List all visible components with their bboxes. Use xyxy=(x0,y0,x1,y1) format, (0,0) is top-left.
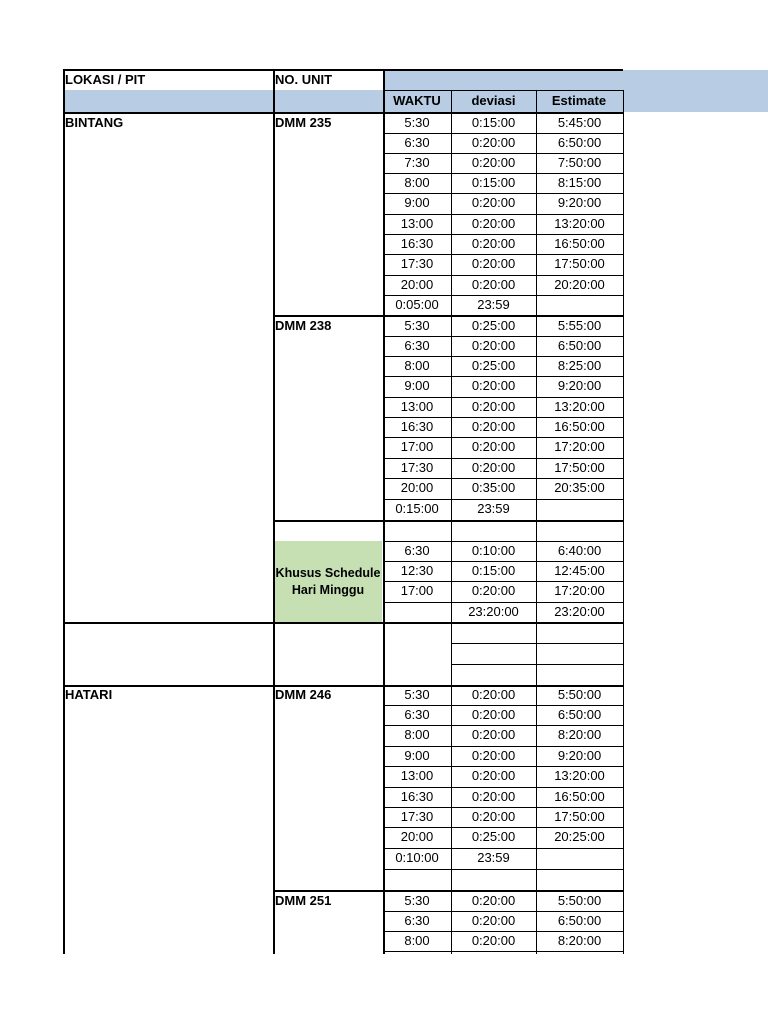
estimate-cell: 13:20:00 xyxy=(554,216,605,231)
waktu-cell: 0:05:00 xyxy=(395,297,439,312)
row-gridline xyxy=(383,951,623,952)
unit-dmm-251: DMM 251 xyxy=(275,893,332,908)
header-deviasi: deviasi xyxy=(471,93,516,108)
estimate-cell: 8:20:00 xyxy=(557,933,602,948)
estimate-cell: 20:25:00 xyxy=(554,829,605,844)
row-gridline xyxy=(383,437,623,438)
estimate-cell: 17:50:00 xyxy=(554,460,605,475)
location-bintang: BINTANG xyxy=(65,115,124,130)
estimate-cell: 13:20:00 xyxy=(554,768,605,783)
waktu-cell: 7:30 xyxy=(404,155,430,170)
col-border xyxy=(451,685,452,954)
deviasi-cell: 0:20:00 xyxy=(471,460,516,475)
row-gridline xyxy=(383,725,623,726)
row-gridline xyxy=(383,581,623,582)
unit-separator xyxy=(273,520,623,522)
estimate-cell: 8:20:00 xyxy=(557,727,602,742)
waktu-cell: 20:00 xyxy=(400,480,434,495)
waktu-cell: 20:00 xyxy=(400,829,434,844)
deviasi-cell: 23:59 xyxy=(477,297,510,312)
row-gridline xyxy=(383,376,623,377)
sunday-schedule-note xyxy=(274,565,382,599)
row-gridline xyxy=(383,234,623,235)
unit-separator xyxy=(273,890,623,892)
header-row1-fill xyxy=(383,70,768,90)
row-gridline xyxy=(383,133,623,134)
estimate-cell: 6:50:00 xyxy=(557,707,602,722)
estimate-cell: 6:40:00 xyxy=(557,543,602,558)
estimate-cell: 13:20:00 xyxy=(554,399,605,414)
col-border xyxy=(63,69,65,954)
deviasi-cell: 0:20:00 xyxy=(471,439,516,454)
waktu-cell: 6:30 xyxy=(404,338,430,353)
estimate-cell: 8:15:00 xyxy=(557,175,602,190)
header-estimate: Estimate xyxy=(551,93,607,108)
deviasi-cell: 0:15:00 xyxy=(471,563,516,578)
estimate-cell xyxy=(536,520,623,540)
estimate-cell: 6:50:00 xyxy=(557,913,602,928)
row-gridline xyxy=(383,478,623,479)
header-unit: NO. UNIT xyxy=(275,72,333,87)
row-gridline xyxy=(383,911,623,912)
unit-dmm-238: DMM 238 xyxy=(275,318,332,333)
row-gridline xyxy=(383,153,623,154)
deviasi-cell: 0:20:00 xyxy=(471,277,516,292)
sunday-schedule-line1: Khusus Schedule xyxy=(275,566,381,580)
waktu-cell: 6:30 xyxy=(404,913,430,928)
estimate-cell: 17:20:00 xyxy=(554,439,605,454)
waktu-cell xyxy=(383,602,451,622)
estimate-cell: 7:50:00 xyxy=(557,155,602,170)
waktu-cell: 5:30 xyxy=(404,893,430,908)
waktu-cell: 17:30 xyxy=(400,809,434,824)
waktu-cell: 8:00 xyxy=(404,727,430,742)
estimate-cell: 20:20:00 xyxy=(554,277,605,292)
waktu-cell: 9:00 xyxy=(404,195,430,210)
waktu-cell: 17:00 xyxy=(400,439,434,454)
estimate-cell: 8:25:00 xyxy=(557,358,602,373)
estimate-cell: 6:50:00 xyxy=(557,135,602,150)
estimate-cell: 16:50:00 xyxy=(554,789,605,804)
deviasi-cell: 0:20:00 xyxy=(471,893,516,908)
estimate-cell: 9:20:00 xyxy=(557,748,602,763)
estimate-cell: 23:20:00 xyxy=(554,604,605,619)
unit-dmm-246: DMM 246 xyxy=(275,687,332,702)
estimate-cell: 17:50:00 xyxy=(554,809,605,824)
waktu-cell: 13:00 xyxy=(400,399,434,414)
waktu-cell: 12:30 xyxy=(400,563,434,578)
waktu-cell: 13:00 xyxy=(400,768,434,783)
row-gridline xyxy=(451,643,623,644)
sunday-schedule-line2: Hari Minggu xyxy=(291,583,365,597)
header-lokasi: LOKASI / PIT xyxy=(65,72,146,87)
unit-separator xyxy=(273,315,623,317)
deviasi-cell: 0:20:00 xyxy=(471,768,516,783)
row-gridline xyxy=(383,869,623,870)
row-gridline xyxy=(383,193,623,194)
row-gridline xyxy=(383,766,623,767)
waktu-cell: 8:00 xyxy=(404,933,430,948)
waktu-cell: 5:30 xyxy=(404,687,430,702)
deviasi-cell: 0:20:00 xyxy=(471,687,516,702)
row-gridline xyxy=(383,705,623,706)
deviasi-cell: 0:20:00 xyxy=(471,135,516,150)
waktu-cell: 6:30 xyxy=(404,707,430,722)
waktu-cell: 17:30 xyxy=(400,256,434,271)
waktu-cell: 5:30 xyxy=(404,115,430,130)
deviasi-cell: 0:20:00 xyxy=(471,748,516,763)
waktu-cell: 9:00 xyxy=(404,378,430,393)
row-gridline xyxy=(451,664,623,665)
deviasi-cell: 0:20:00 xyxy=(471,789,516,804)
row-gridline xyxy=(383,254,623,255)
col-border xyxy=(623,90,624,954)
deviasi-cell xyxy=(451,520,536,540)
col-border xyxy=(451,90,452,623)
deviasi-cell: 0:25:00 xyxy=(471,318,516,333)
header-bottom-border xyxy=(63,112,623,114)
row-gridline xyxy=(383,417,623,418)
deviasi-cell: 0:20:00 xyxy=(471,707,516,722)
section-separator xyxy=(63,685,623,687)
estimate-cell: 5:50:00 xyxy=(557,687,602,702)
estimate-cell: 20:35:00 xyxy=(554,480,605,495)
section-separator xyxy=(63,622,623,624)
col-border xyxy=(273,69,275,954)
row-gridline xyxy=(383,931,623,932)
waktu-cell: 8:00 xyxy=(404,175,430,190)
deviasi-cell: 0:20:00 xyxy=(471,583,516,598)
waktu-cell xyxy=(383,520,451,540)
row-gridline xyxy=(383,336,623,337)
waktu-cell: 16:30 xyxy=(400,419,434,434)
deviasi-cell: 0:20:00 xyxy=(471,155,516,170)
row-gridline xyxy=(383,848,623,849)
deviasi-cell: 23:59 xyxy=(477,501,510,516)
col-border xyxy=(451,623,452,685)
waktu-cell: 9:00 xyxy=(404,748,430,763)
estimate-cell xyxy=(536,295,623,315)
deviasi-cell: 0:25:00 xyxy=(471,358,516,373)
row-gridline xyxy=(383,827,623,828)
row-gridline xyxy=(383,807,623,808)
deviasi-cell: 0:20:00 xyxy=(471,256,516,271)
deviasi-cell: 0:15:00 xyxy=(471,175,516,190)
waktu-cell: 13:00 xyxy=(400,216,434,231)
waktu-cell: 6:30 xyxy=(404,543,430,558)
waktu-cell: 17:30 xyxy=(400,460,434,475)
row-gridline xyxy=(383,356,623,357)
estimate-cell: 16:50:00 xyxy=(554,236,605,251)
row-gridline xyxy=(383,787,623,788)
row-gridline xyxy=(383,746,623,747)
deviasi-cell: 23:20:00 xyxy=(468,604,519,619)
estimate-cell: 5:55:00 xyxy=(557,318,602,333)
header-mid-border xyxy=(383,90,623,91)
waktu-cell: 0:10:00 xyxy=(395,850,439,865)
row-gridline xyxy=(383,275,623,276)
estimate-cell xyxy=(536,848,623,868)
row-gridline xyxy=(383,295,623,296)
deviasi-cell: 0:20:00 xyxy=(471,236,516,251)
header-row2-fill-right xyxy=(623,90,768,112)
row-gridline xyxy=(383,173,623,174)
deviasi-cell: 0:20:00 xyxy=(471,399,516,414)
col-border xyxy=(536,90,537,954)
row-gridline xyxy=(383,458,623,459)
deviasi-cell: 0:20:00 xyxy=(471,809,516,824)
waktu-cell: 5:30 xyxy=(404,318,430,333)
estimate-cell xyxy=(536,499,623,519)
estimate-cell: 16:50:00 xyxy=(554,419,605,434)
estimate-cell: 9:20:00 xyxy=(557,378,602,393)
header-waktu: WAKTU xyxy=(393,93,441,108)
deviasi-cell: 0:20:00 xyxy=(471,727,516,742)
row-gridline xyxy=(383,541,623,542)
waktu-cell: 20:00 xyxy=(400,277,434,292)
waktu-cell: 6:30 xyxy=(404,135,430,150)
deviasi-cell: 0:15:00 xyxy=(471,115,516,130)
waktu-cell: 8:00 xyxy=(404,358,430,373)
header-top-border xyxy=(63,69,623,71)
estimate-cell: 5:50:00 xyxy=(557,893,602,908)
col-border xyxy=(383,69,385,954)
estimate-cell: 5:45:00 xyxy=(557,115,602,130)
unit-dmm-235: DMM 235 xyxy=(275,115,332,130)
estimate-cell: 17:50:00 xyxy=(554,256,605,271)
row-gridline xyxy=(383,499,623,500)
estimate-cell: 12:45:00 xyxy=(554,563,605,578)
deviasi-cell: 0:20:00 xyxy=(471,216,516,231)
deviasi-cell: 0:20:00 xyxy=(471,419,516,434)
deviasi-cell: 0:10:00 xyxy=(471,543,516,558)
row-gridline xyxy=(383,397,623,398)
waktu-cell: 16:30 xyxy=(400,236,434,251)
deviasi-cell: 0:25:00 xyxy=(471,829,516,844)
deviasi-cell: 0:20:00 xyxy=(471,913,516,928)
waktu-cell: 17:00 xyxy=(400,583,434,598)
estimate-cell: 9:20:00 xyxy=(557,195,602,210)
row-gridline xyxy=(383,214,623,215)
deviasi-cell: 0:20:00 xyxy=(471,933,516,948)
waktu-cell: 0:15:00 xyxy=(395,501,439,516)
deviasi-cell: 0:20:00 xyxy=(471,195,516,210)
location-hatari: HATARI xyxy=(65,687,113,702)
row-gridline xyxy=(383,602,623,603)
waktu-cell: 16:30 xyxy=(400,789,434,804)
estimate-cell: 6:50:00 xyxy=(557,338,602,353)
deviasi-cell: 0:20:00 xyxy=(471,378,516,393)
deviasi-cell: 23:59 xyxy=(477,850,510,865)
deviasi-cell: 0:35:00 xyxy=(471,480,516,495)
deviasi-cell: 0:20:00 xyxy=(471,338,516,353)
row-gridline xyxy=(383,561,623,562)
estimate-cell: 17:20:00 xyxy=(554,583,605,598)
